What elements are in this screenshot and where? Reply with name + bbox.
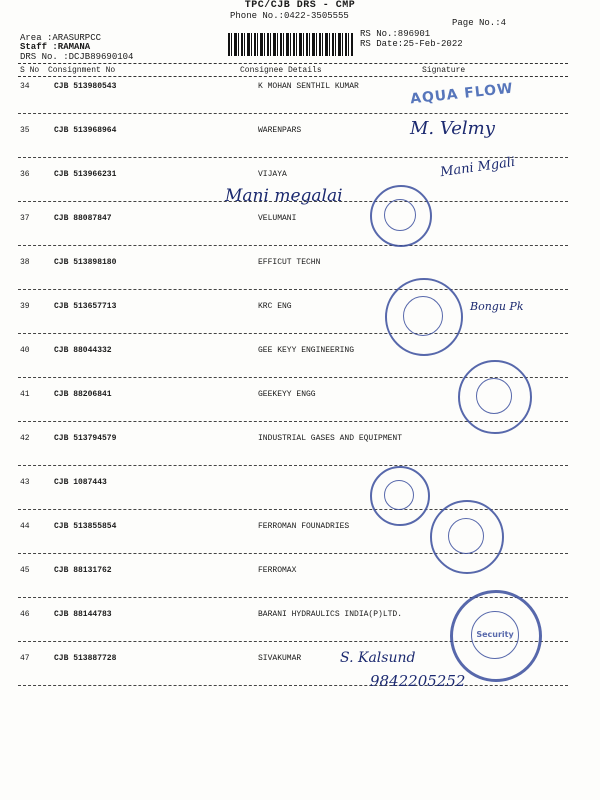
row-sno: 43 bbox=[20, 478, 30, 487]
row-consignment-no: CJB 513966231 bbox=[54, 170, 117, 179]
barani-seal-stamp bbox=[450, 590, 542, 682]
row-sno: 37 bbox=[20, 214, 30, 223]
rs-date: RS Date:25-Feb-2022 bbox=[360, 39, 463, 49]
row-consignee: BARANI HYDRAULICS INDIA(P)LTD. bbox=[258, 610, 403, 619]
page-number: Page No.:4 bbox=[452, 18, 507, 28]
row-consignee: K MOHAN SENTHIL KUMAR bbox=[258, 82, 359, 91]
private-limited-stamp bbox=[370, 466, 430, 526]
row-consignee: VIJAYA bbox=[258, 170, 287, 179]
table-row bbox=[0, 522, 600, 566]
row-sno: 44 bbox=[20, 522, 30, 531]
security-label: Security bbox=[471, 611, 519, 659]
row-consignment-no: CJB 513855854 bbox=[54, 522, 117, 531]
row-consignee: FERROMAN FOUNADRIES bbox=[258, 522, 350, 531]
row-sno: 38 bbox=[20, 258, 30, 267]
phone-number: Phone No.:0422-3505555 bbox=[230, 11, 349, 21]
handwritten-name: Mani megalai bbox=[225, 186, 343, 206]
row-sno: 42 bbox=[20, 434, 30, 443]
row-divider bbox=[18, 465, 568, 466]
header-divider bbox=[18, 63, 568, 64]
row-consignee: EFFICUT TECHN bbox=[258, 258, 321, 267]
round-seal-stamp bbox=[385, 278, 463, 356]
row-consignee: SIVAKUMAR bbox=[258, 654, 302, 663]
table-row bbox=[0, 214, 600, 258]
row-consignee: GEE KEYY ENGINEERING bbox=[258, 346, 355, 355]
row-consignment-no: CJB 513657713 bbox=[54, 302, 117, 311]
table-row bbox=[0, 478, 600, 522]
table-row bbox=[0, 434, 600, 478]
row-divider bbox=[18, 685, 568, 686]
row-consignee: FERROMAX bbox=[258, 566, 297, 575]
row-consignment-no: CJB 88206841 bbox=[54, 390, 112, 399]
row-sno: 35 bbox=[20, 126, 30, 135]
row-sno: 41 bbox=[20, 390, 30, 399]
row-sno: 34 bbox=[20, 82, 30, 91]
row-consignment-no: CJB 513887728 bbox=[54, 654, 117, 663]
drs-number: DRS No. :DCJB89690104 bbox=[20, 52, 134, 62]
row-sno: 46 bbox=[20, 610, 30, 619]
table-row bbox=[0, 258, 600, 302]
row-divider bbox=[18, 113, 568, 114]
ferromax-seal-stamp bbox=[430, 500, 504, 574]
row-sno: 39 bbox=[20, 302, 30, 311]
column-header-consignee: Consignee Details bbox=[240, 66, 322, 75]
row-consignment-no: CJB 513968964 bbox=[54, 126, 117, 135]
row-divider bbox=[18, 289, 568, 290]
column-header-signature: Signature bbox=[422, 66, 466, 75]
row-consignment-no: CJB 513794579 bbox=[54, 434, 117, 443]
rs-number: RS No.:896901 bbox=[360, 29, 431, 39]
row-consignment-no: CJB 88087847 bbox=[54, 214, 112, 223]
engineering-seal-stamp bbox=[458, 360, 532, 434]
row-consignee: KRC ENG bbox=[258, 302, 292, 311]
row-consignee: WARENPARS bbox=[258, 126, 302, 135]
staff-label: Staff :RAMANA bbox=[20, 42, 91, 52]
column-header-divider bbox=[18, 76, 568, 77]
row-consignment-no: CJB 513898180 bbox=[54, 258, 117, 267]
row-consignment-no: CJB 88044332 bbox=[54, 346, 112, 355]
row-consignment-no: CJB 513980543 bbox=[54, 82, 117, 91]
row-sno: 40 bbox=[20, 346, 30, 355]
signature-35: M. Velmy bbox=[410, 118, 495, 139]
row-divider bbox=[18, 333, 568, 334]
document-title: TPC/CJB DRS - CMP bbox=[244, 0, 356, 11]
column-header-sno: S No bbox=[20, 66, 40, 75]
row-sno: 47 bbox=[20, 654, 30, 663]
signature-47: S. Kalsund bbox=[340, 650, 416, 666]
row-divider bbox=[18, 245, 568, 246]
area-label: Area :ARASURPCC bbox=[20, 33, 102, 43]
handwritten-phone: 9842205252 bbox=[370, 672, 466, 690]
row-consignment-no: CJB 88131762 bbox=[54, 566, 112, 575]
signature-36: Mani Mgali bbox=[439, 154, 517, 181]
row-sno: 45 bbox=[20, 566, 30, 575]
row-consignee: VELUMANI bbox=[258, 214, 297, 223]
company-seal-stamp bbox=[370, 185, 432, 247]
row-consignment-no: CJB 88144783 bbox=[54, 610, 112, 619]
barcode bbox=[228, 33, 353, 56]
row-consignee: INDUSTRIAL GASES AND EQUIPMENT bbox=[258, 434, 403, 443]
row-consignment-no: CJB 1087443 bbox=[54, 478, 107, 487]
row-consignee: GEEKEYY ENGG bbox=[258, 390, 316, 399]
column-header-consignment: Consignment No bbox=[48, 66, 116, 75]
aqua-flow-stamp: AQUA FLOW bbox=[409, 80, 515, 108]
row-sno: 36 bbox=[20, 170, 30, 179]
signature-39: Bongu Pk bbox=[470, 300, 524, 313]
